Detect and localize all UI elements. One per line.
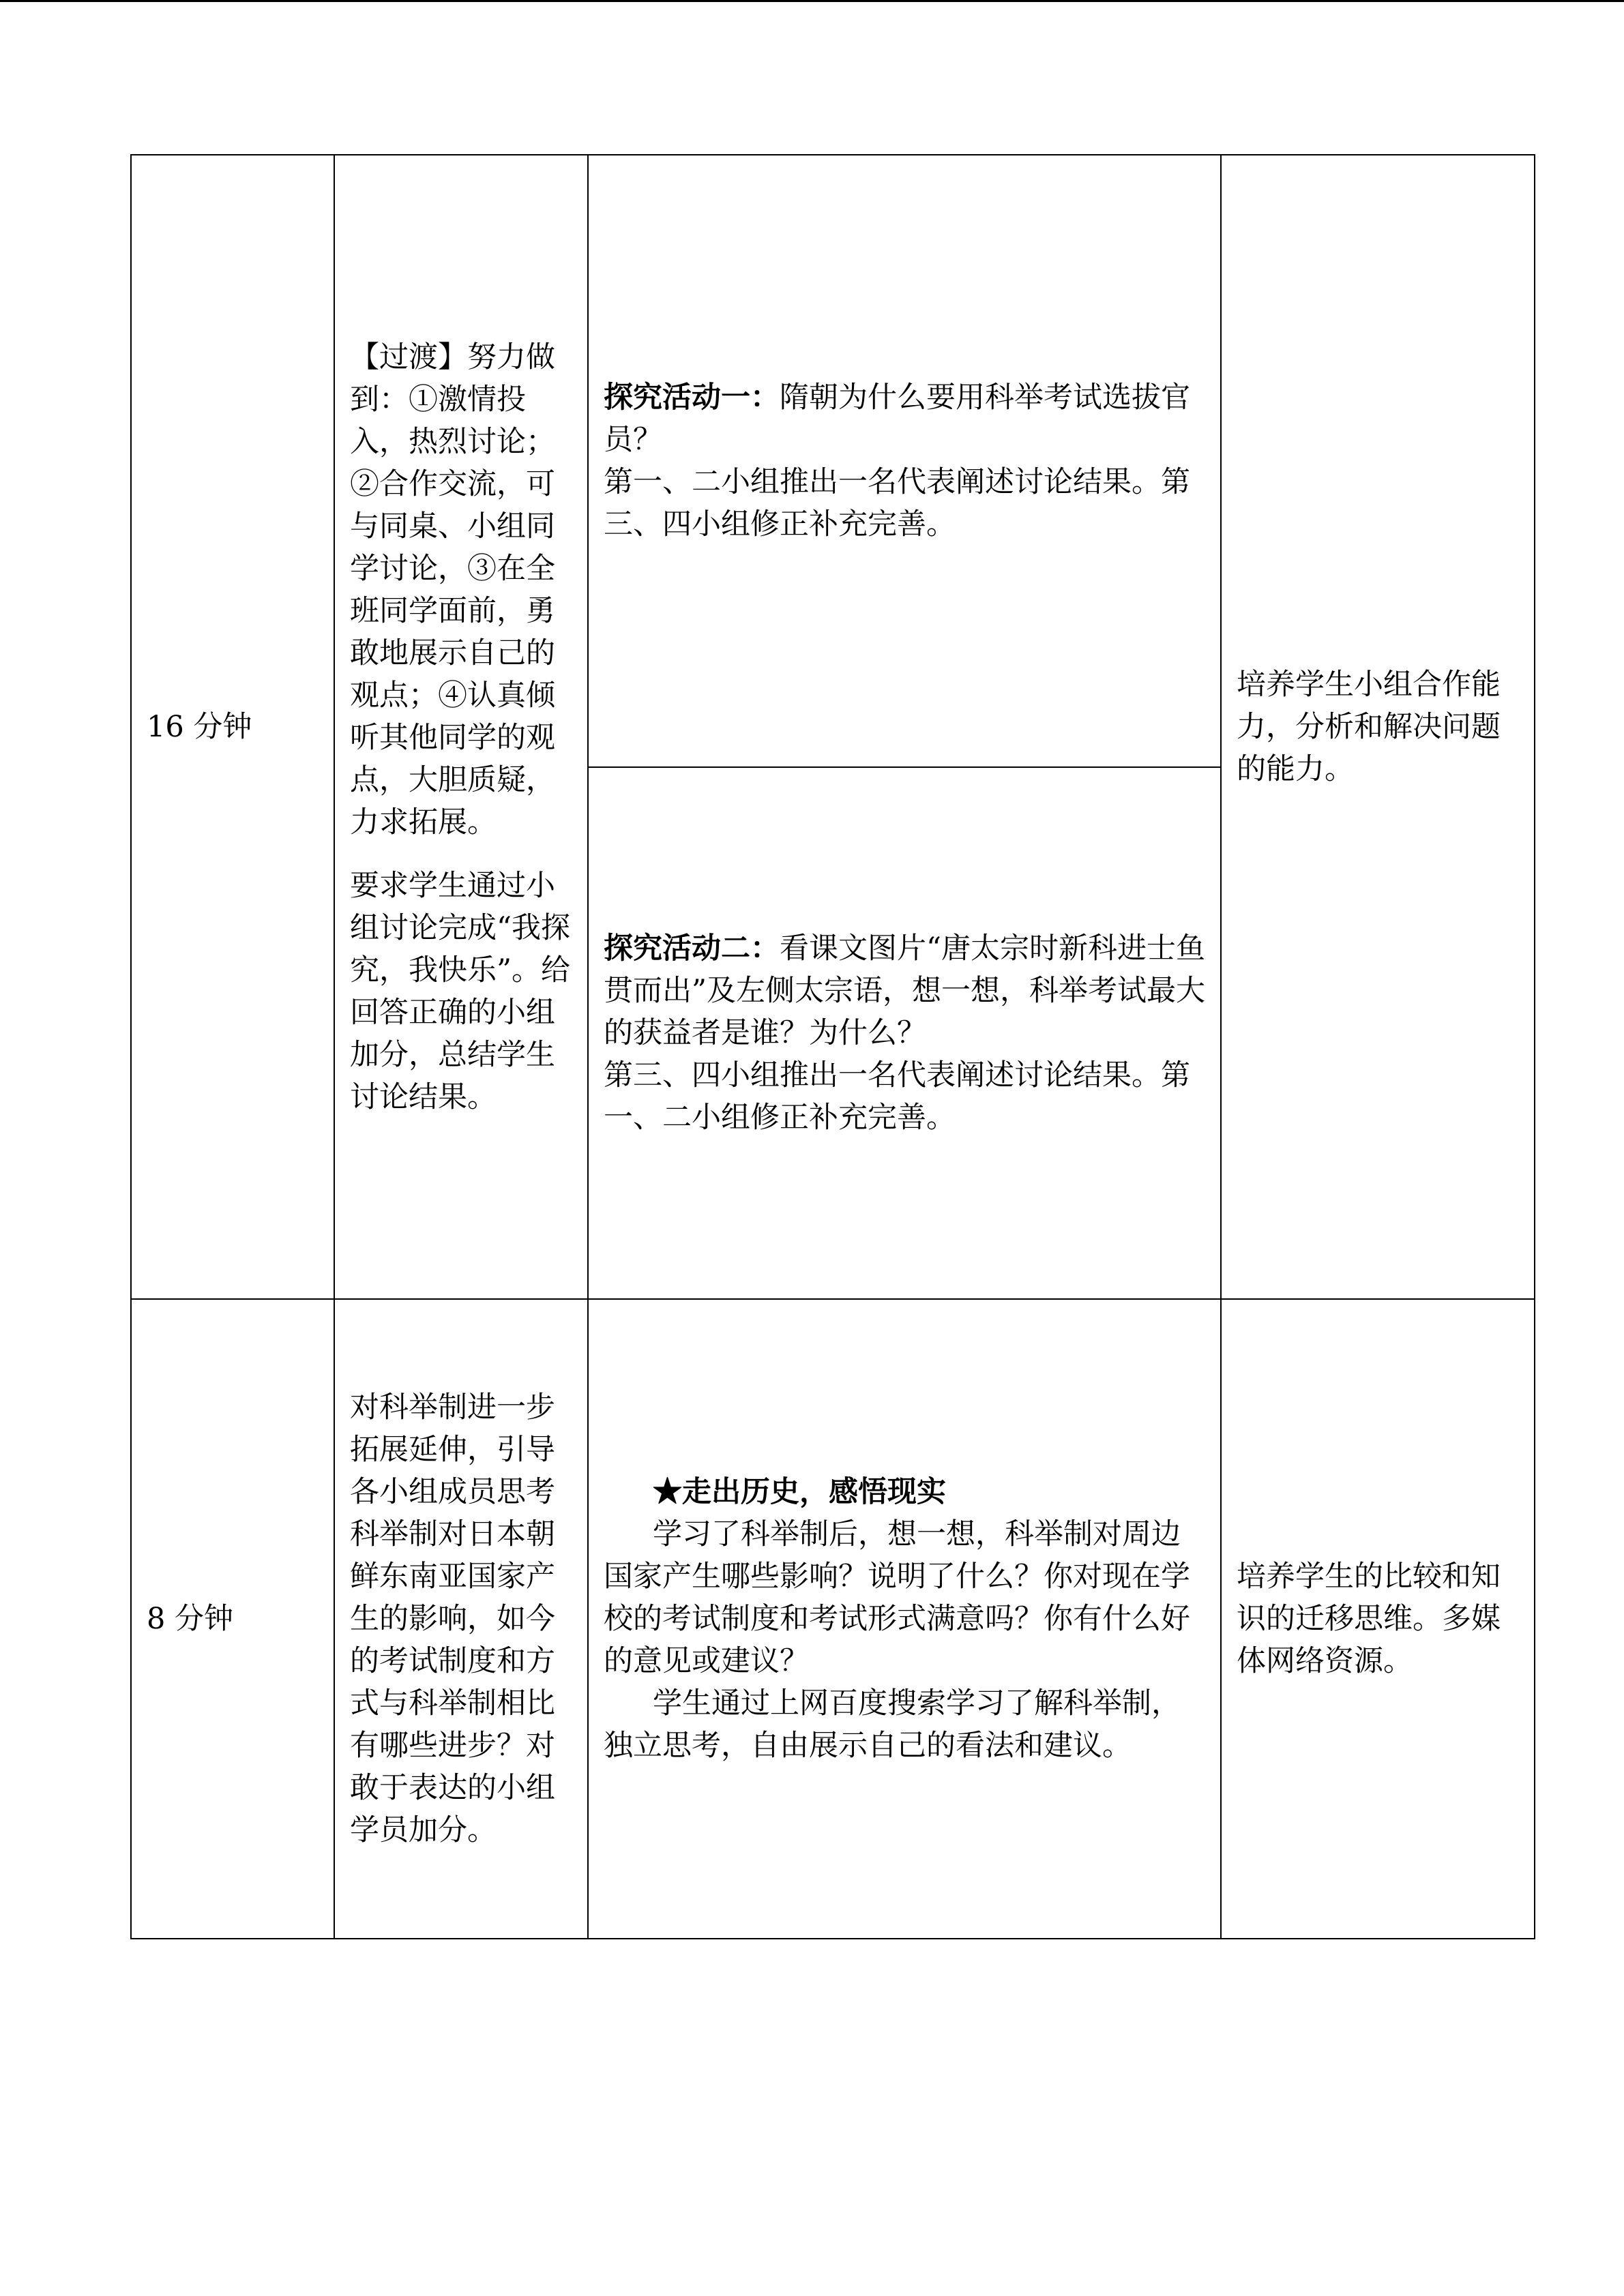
design-intent-cell — [1221, 155, 1535, 1299]
design-intent-text: 培养学生的比较和知识的迁移思维。多媒体网络资源。 — [1237, 1560, 1501, 1678]
teacher-requirement-text: 要求学生通过小组讨论完成“我探究，我快乐”。给回答正确的小组加分，总结学生讨论结果。 — [350, 868, 570, 1114]
section-heading: ★走出历史，感悟现实 — [653, 1475, 946, 1509]
design-intent-cell — [1221, 1299, 1535, 1939]
activity-one-text — [604, 376, 1205, 461]
activity-two-text — [604, 927, 1205, 1054]
page-top-border — [0, 0, 1624, 2]
time-cell — [131, 155, 334, 1299]
activity-one-title: 探究活动一： — [604, 381, 780, 415]
teacher-activity-cell — [334, 1299, 588, 1939]
time-cell — [131, 1299, 334, 1939]
lesson-plan-table — [130, 154, 1535, 1939]
student-task-text: 学生通过上网百度搜索学习了解科举制，独立思考，自由展示自己的看法和建议。 — [604, 1686, 1181, 1763]
teacher-transition-text: 【过渡】努力做到：①激情投入，热烈讨论；②合作交流，可与同桌、小组同学讨论，③在全班同学面前，勇敢地展示自己的观点；④认真倾听其他同学的观点，大胆质疑，力求拓展。 — [350, 340, 555, 839]
activity-two-title: 探究活动二： — [604, 931, 780, 966]
student-activity-cell-3 — [588, 1299, 1221, 1939]
teacher-extension-text: 对科举制进一步拓展延伸，引导各小组成员思考科举制对日本朝鲜东南亚国家产生的影响，如今的考试制度和方式与科举制相比有哪些进步？对敢于表达的小组学员加分。 — [350, 1390, 555, 1847]
activity-two-arrangement: 第三、四小组推出一名代表阐述讨论结果。第一、二小组修正补充完善。 — [604, 1058, 1190, 1135]
table-row — [131, 155, 1535, 767]
table-row — [131, 1299, 1535, 1939]
paragraph-gap — [350, 844, 572, 865]
teacher-activity-cell — [334, 155, 588, 1299]
time-text: 16 分钟 — [147, 710, 252, 744]
design-intent-text: 培养学生小组合作能力，分析和解决问题的能力。 — [1237, 668, 1501, 786]
reflection-question-text: 学习了科举制后，想一想，科举制对周边国家产生哪些影响？说明了什么？你对现在学校的考试制度和考试形式满意吗？你有什么好的意见或建议？ — [604, 1517, 1190, 1678]
student-activity-cell-2 — [588, 767, 1221, 1299]
student-activity-cell-1 — [588, 155, 1221, 767]
activity-one-arrangement: 第一、二小组推出一名代表阐述讨论结果。第三、四小组修正补充完善。 — [604, 465, 1190, 541]
time-text: 8 分钟 — [147, 1602, 234, 1636]
activity-one-question: 隋朝为什么要用科举考试选拔官员？ — [604, 381, 1190, 457]
activity-two-question: 看课文图片“唐太宗时新科进士鱼贯而出”及左侧太宗语，想一想，科举考试最大的获益者是谁？为什么？ — [604, 931, 1205, 1050]
